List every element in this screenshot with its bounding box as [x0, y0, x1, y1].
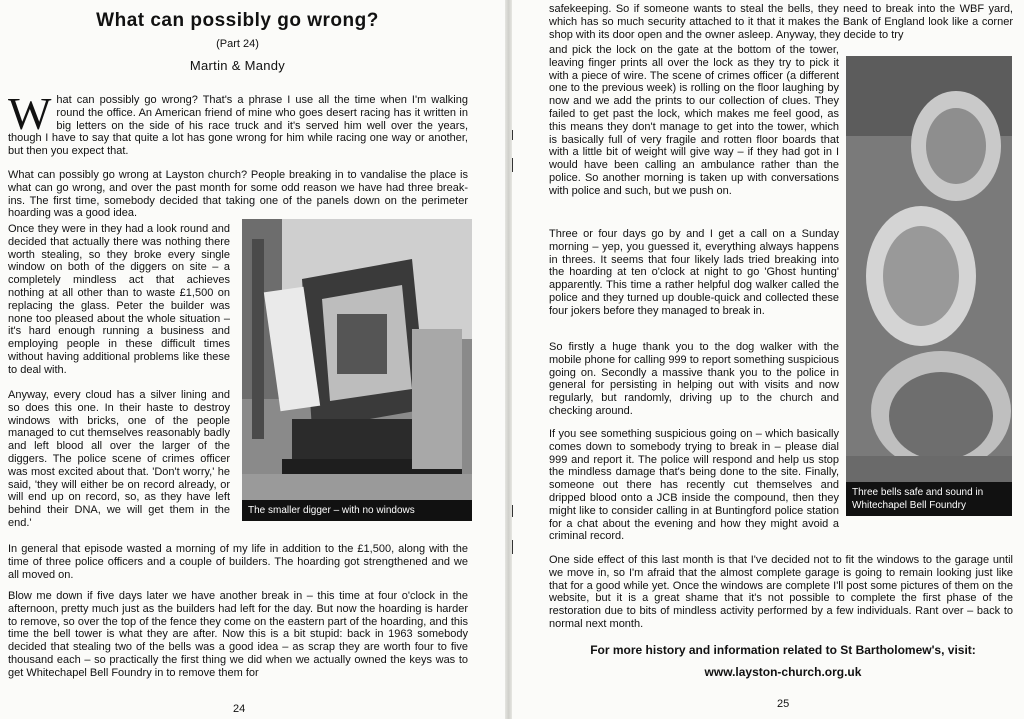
article-title: What can possibly go wrong?	[96, 10, 379, 31]
paragraph-safekeeping: safekeeping. So if someone wants to steal the bells, they need to break into the WBF yard, which has so much security attached to it that it makes the Bank of England look like a corner shop with its door open and the owner asleep. Anyway, they decide to try	[549, 3, 1013, 41]
paragraph-report-suspicious: If you see something suspicious going on – which basically comes down to somebody trying to break in – please dial 999 and report it. The police will respond and help us stop the mindless damage that's being done to the site. Finally, someone out there has recently cut themselves and dripped blood onto a JCB inside the compound, then they might like to consider calling in at Buntingford police station for a chat about the evening and how they might avoid a criminal record.	[549, 428, 839, 543]
digger-photo	[242, 219, 472, 521]
paragraph-side-effect: One side effect of this last month is that I've decided not to fit the windows to the garage until we move in, so I'm afraid that the almost complete garage is going to remain looking just like that for a good while yet. Once the windows are complete I'll post some pictures of them on the website, but it is a great shame that it's not possible to complete the first phase of the restoration due to bits of mindless activity performed by a few individuals. Rant over – back to normal next month.	[549, 554, 1013, 630]
scan-mark	[512, 505, 513, 517]
bells-illustration	[846, 56, 1012, 516]
bells-photo-caption: Three bells safe and sound in Whitechapel Bell Foundry	[846, 482, 1012, 516]
scan-mark	[512, 540, 513, 554]
intro-text: hat can possibly go wrong? That's a phrase I use all the time when I'm walking round the office. An American friend of mine who goes desert racing has it written in big letters on the side of his race truck and it's served him well over the years, though I have to say that quite a lot has gone wrong for him while racing one way or another, but then you expect that.	[8, 94, 468, 158]
paragraph-diggers: Once they were in they had a look round and decided that actually there was nothing there worth stealing, so they broke every single window on both of the diggers on site – a completely mindless act that achieves nothing at all other than to waste £1,500 on replacing the glass. Peter the builder was none too pleased about the whole situation – it's hard enough running a business and employing people in these difficult times without having additional problems like these to deal with.	[8, 223, 230, 376]
paragraph-lock-picking: and pick the lock on the gate at the bottom of the tower, leaving finger prints all over the lock as they try to pick it with a piece of wire. The scene of crimes officer (a different one to the previous week) is rolling on the floor laughing by now and we add the prints to our collection of clues. They failed to get past the lock, which makes me feel good, as this means they don't manage to get into the tower, which is basically full of very fragile and rotten floor boards that with a little bit of weight will give way – if they had got in I would have been calling an ambulance rather than the police. So another morning is taken up with conversations with police and such, but we push on.	[549, 44, 839, 197]
digger-photo-caption: The smaller digger – with no windows	[242, 500, 472, 521]
paragraph-second-breakin: Blow me down if five days later we have another break in – this time at four o'clock in the afternoon, pretty much just as the builders had left for the day. But now the hoarding is harder to remove, so over the top of the fence they come on the eastern part of the hoarding, and this time the bell tower is what they are after. Now this is a bit stupid: back in 1963 somebody decided that stealing two of the bells was a good idea – as scrap they are worth four to five thousand each – so practically the first thing we did when we actually owned the keys was to get Whitechapel Bell Foundry in to remove them for	[8, 590, 468, 679]
book-gutter	[505, 0, 512, 719]
bells-photo	[846, 56, 1012, 516]
page-number-right: 25	[777, 698, 790, 710]
left-page	[0, 0, 505, 719]
more-info-line: For more history and information related to St Bartholomew's, visit:	[590, 643, 976, 657]
scan-mark	[512, 130, 513, 140]
digger-illustration	[242, 219, 472, 521]
paragraph-layston-breakins: What can possibly go wrong at Layston church? People breaking in to vandalise the place is what can go wrong, and over the past month for some odd reason we have had three break-ins. The first time, somebody decided that taking one of the panels down on the perimeter hoarding was a good idea.	[8, 169, 468, 220]
paragraph-wasted-morning: In general that episode wasted a morning of my life in addition to the £1,500, along with the time of three police officers and a couple of builders. The hoarding got strengthened and we all moved on.	[8, 543, 468, 581]
intro-paragraph	[8, 88, 468, 158]
article-part: (Part 24)	[216, 38, 259, 50]
paragraph-thank-you: So firstly a huge thank you to the dog walker with the mobile phone for calling 999 to report something suspicious going on. Secondly a massive thank you to the police in general for persisting in helping out with visits and now regularly, but randomly, driving up to the church and checking around.	[549, 341, 839, 417]
website-link[interactable]: www.layston-church.org.uk	[704, 665, 862, 679]
page-number-left: 24	[233, 703, 246, 715]
drop-cap: W	[8, 88, 52, 139]
article-authors: Martin & Mandy	[189, 58, 286, 73]
paragraph-silver-lining: Anyway, every cloud has a silver lining and so does this one. In their haste to destroy windows with bricks, one of the people managed to cut themselves reasonably badly and left blood all over the larger of the diggers. The police scene of crimes officer was most excited about that. 'Don't worry,' he said, 'they will either be on record already, or will end up on record, so, as they have left behind their DNA, we will get them in the end.'	[8, 389, 230, 529]
paragraph-ghost-hunting: Three or four days go by and I get a call on a Sunday morning – yep, you guessed it, everything always happens in threes. It seems that four likely lads tried breaking into the hoarding at ten o'clock at night to go 'Ghost hunting' apparently. This time a rather helpful dog walker called the police and they turned up double-quick and collected these four jokers before they managed to break in.	[549, 228, 839, 317]
scan-mark	[512, 158, 513, 172]
